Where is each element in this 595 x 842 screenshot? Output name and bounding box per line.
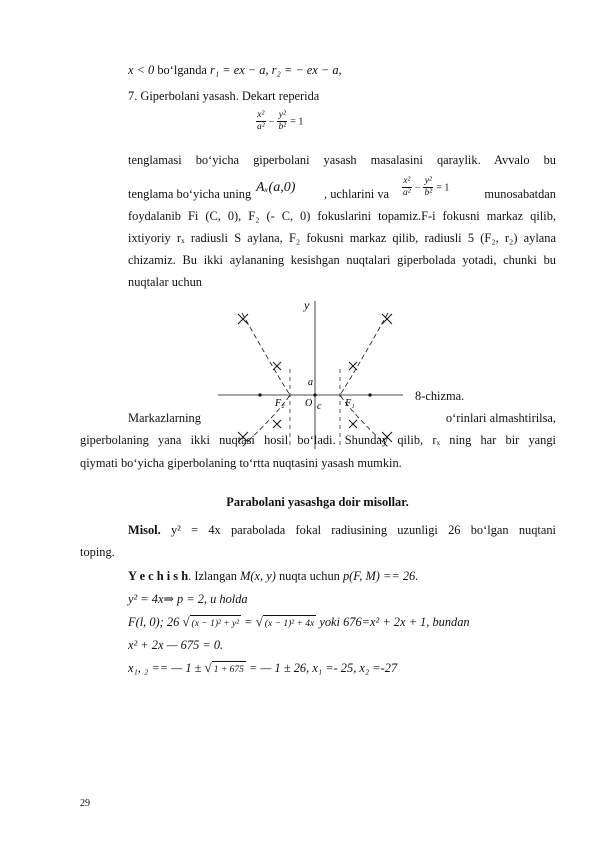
f2-label: F₂ <box>275 398 285 409</box>
f1-label: F₁ <box>345 398 355 409</box>
example-text: y² = 4x parabolada fokal radiusining uzunligi 26 bo‘lgan nuqtani <box>160 523 556 537</box>
y-axis-label: y <box>304 299 310 312</box>
paragraph-line-start: Markazlarning <box>128 411 201 425</box>
hyperbola-equation: $\frac{\text{x²}}{\text{a²}}$ − $\frac{\text{y²}}{\text{b²}}$ = 1 <box>257 110 304 132</box>
sqrt-expression: (x − 1)² + y² <box>190 615 242 632</box>
section-heading: Parabolani yasashga doir misollar. <box>226 495 409 509</box>
paragraph-line: nuqtalar uchun <box>128 275 202 289</box>
sqrt-expression: (x − 1)² + 4x <box>263 615 316 632</box>
hyperbola-left-branch <box>242 313 290 447</box>
focus-f2-point <box>258 393 261 396</box>
example-line: toping. <box>80 545 115 559</box>
paragraph-line: ixtiyoriy rₓ radiusli S aylana, F₂ fokusni markaz qilib, radiusli 5 (F₂, r₂) aylana <box>128 231 556 245</box>
paragraph-line: chizamiz. Bu ikki aylananing kesishgan nuqtalari giperbolada yotadi, chunki bu <box>128 253 556 267</box>
page-number: 29 <box>80 798 90 809</box>
paragraph-line-end: o‘rinlari almashtirilsa, <box>445 411 556 425</box>
example-line <box>128 522 556 538</box>
solution-step: x² + 2x — 675 = 0. <box>128 638 224 652</box>
vertex-formula: Aₓ(a,0) <box>256 180 296 195</box>
solution-line: Y e c h i s h. Izlangan M(x, y) nuqta uchun p(F, M) == 26. <box>128 569 419 583</box>
fraction-x: $\frac{\text{x²}}{\text{a²}}$ <box>257 110 265 132</box>
origin-label: O <box>305 398 313 409</box>
condition-formula: x < 0 <box>128 63 155 77</box>
solution-step: y² = 4x⇒ p = 2, u holda <box>128 592 248 606</box>
fraction-y: $\frac{\text{y²}}{\text{b²}}$ <box>278 110 287 132</box>
solution-step: x₁, ₂ == — 1 ± √ 1 + 675 = — 1 ± 26, x₁ =- 25, x₂ =-27 <box>128 660 397 678</box>
focal-radii-formula: r₁ = ex − a, r₂ = − ex − a, <box>210 63 342 77</box>
condition-text: bo‘lganda <box>154 63 211 77</box>
a-label: a <box>308 377 313 388</box>
solution-label: Y e c h i s h <box>128 569 189 583</box>
paragraph-line-with-formulas: tenglama bo‘yicha uning Aₓ(a,0) , uchlarini va $\frac{\text{x²}}{\text{a²}}$ − $\frac{\text{y²}}{\text{b²}}$ = 1 munosabatdan <box>128 176 556 201</box>
hyperbola-equation-inline: $\frac{\text{x²}}{\text{a²}}$ − $\frac{\text{y²}}{\text{b²}}$ = 1 <box>403 176 450 198</box>
c-label: c <box>317 401 322 412</box>
focus-f1-point <box>368 393 371 396</box>
example-label: Misol. <box>128 523 161 537</box>
hyperbola-right-branch <box>340 313 388 447</box>
paragraph-line: foydalanib Fi (C, 0), F₂ (- C, 0) fokuslarini topamiz.F-i fokusni markaz qilib, <box>128 209 556 223</box>
sqrt-expression: 1 + 675 <box>212 661 246 678</box>
paragraph-line: tenglamasi bo‘yicha giperbolani yasash masalasini qaraylik. Avvalo bu <box>128 153 556 167</box>
solution-step: F(l, 0); 26 √ (x − 1)² + y² = √ (x − 1)² + 4x yoki 676=x² + 2x + 1, bundan <box>128 614 470 632</box>
origin-point <box>313 393 316 396</box>
condition-line <box>128 62 342 78</box>
section-heading-7: 7. Giperbolani yasash. Dekart reperida <box>128 89 320 103</box>
paragraph-line: qiymati bo‘yicha giperbolaning to‘rtta nuqtasini yasash mumkin. <box>80 456 402 470</box>
hyperbola-drawing <box>218 299 408 451</box>
paragraph-line: giperbolaning yana ikki nuqtasi hosil bo‘ladi. Shunday qilib, rₓ ning har bir yangi <box>80 433 556 447</box>
hyperbola-figure <box>218 299 408 451</box>
figure-caption: 8-chizma. <box>415 389 465 403</box>
